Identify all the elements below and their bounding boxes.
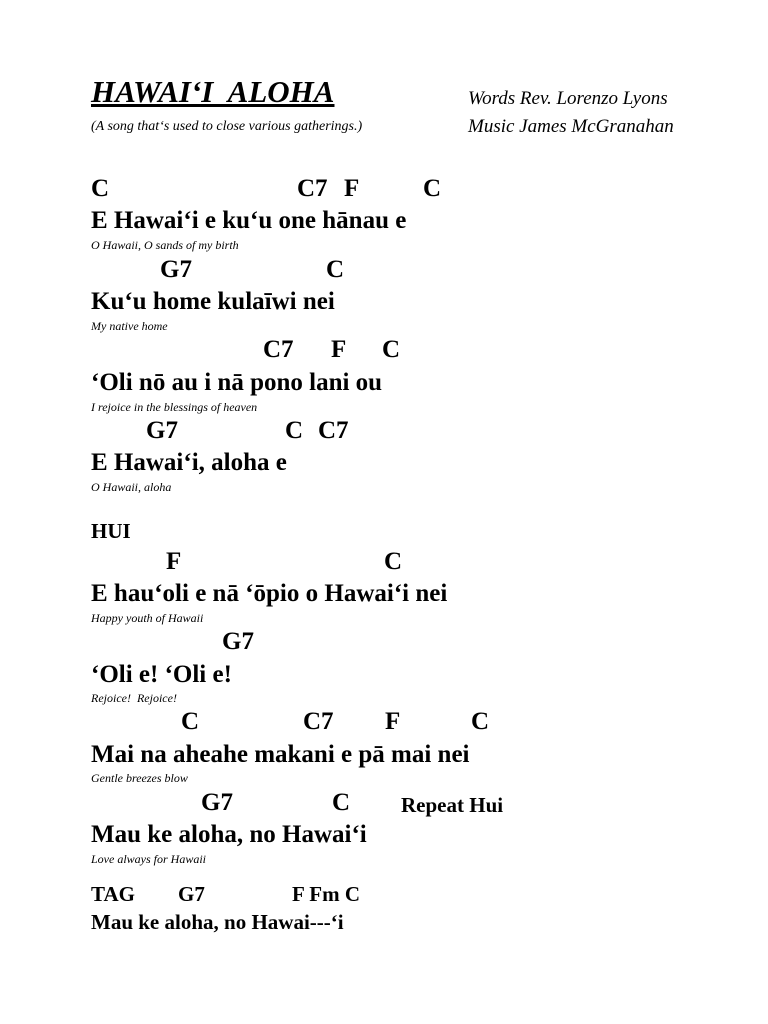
translation-line: Gentle breezes blow xyxy=(91,771,188,785)
chord: G7 xyxy=(146,417,178,444)
chord: G7 xyxy=(201,789,233,816)
chord: G7 xyxy=(160,256,192,283)
chord: F xyxy=(331,336,347,363)
lyric-line: E hau‘oli e nā ‘ōpio o Hawai‘i nei xyxy=(91,580,448,607)
words-credit: Words Rev. Lorenzo Lyons xyxy=(468,88,668,109)
lyric-line: ‘Oli nō au i nā pono lani ou xyxy=(91,369,383,396)
translation-line: I rejoice in the blessings of heaven xyxy=(91,400,258,414)
chord: C xyxy=(423,175,442,202)
lyric-line: ‘Oli e! ‘Oli e! xyxy=(91,661,232,688)
lyric-line: Mau ke aloha, no Hawai‘i xyxy=(91,821,367,848)
chord: C xyxy=(91,175,110,202)
chord: F xyxy=(385,708,401,735)
tag-lyric: Mau ke aloha, no Hawai---‘i xyxy=(91,910,344,934)
translation-line: O Hawaii, aloha xyxy=(91,480,172,494)
lyric-line: Mai na aheahe makani e pā mai nei xyxy=(91,741,470,768)
chord: C xyxy=(382,336,401,363)
repeat-hui-note: Repeat Hui xyxy=(401,793,504,817)
chord: F xyxy=(166,548,182,575)
chord: C xyxy=(326,256,345,283)
tag-label: TAG xyxy=(91,882,135,906)
lyric-line: E Hawai‘i, aloha e xyxy=(91,449,287,476)
chord: C xyxy=(384,548,403,575)
lyric-line: Ku‘u home kulaīwi nei xyxy=(91,288,335,315)
chord: C7 xyxy=(318,417,349,444)
chord: G7 xyxy=(178,882,205,906)
song-title: HAWAI‘I ALOHA xyxy=(91,74,335,109)
chord: C7 xyxy=(303,708,334,735)
hui-label: HUI xyxy=(91,519,131,543)
lyric-line: E Hawai‘i e ku‘u one hānau e xyxy=(91,207,407,234)
chord: C xyxy=(181,708,200,735)
chord: C xyxy=(471,708,490,735)
chord: G7 xyxy=(222,628,254,655)
chord: C7 xyxy=(297,175,328,202)
chord: C xyxy=(332,789,351,816)
chord: F xyxy=(344,175,360,202)
translation-line: My native home xyxy=(91,319,168,333)
translation-line: Love always for Hawaii xyxy=(91,852,207,866)
translation-line: Rejoice! Rejoice! xyxy=(91,691,177,705)
song-subtitle: (A song that‘s used to close various gatherings.) xyxy=(91,119,363,134)
chord: C7 xyxy=(263,336,294,363)
translation-line: O Hawaii, O sands of my birth xyxy=(91,238,239,252)
chord: F Fm C xyxy=(292,882,361,906)
chord: C xyxy=(285,417,304,444)
music-credit: Music James McGranahan xyxy=(468,116,674,137)
translation-line: Happy youth of Hawaii xyxy=(91,611,204,625)
